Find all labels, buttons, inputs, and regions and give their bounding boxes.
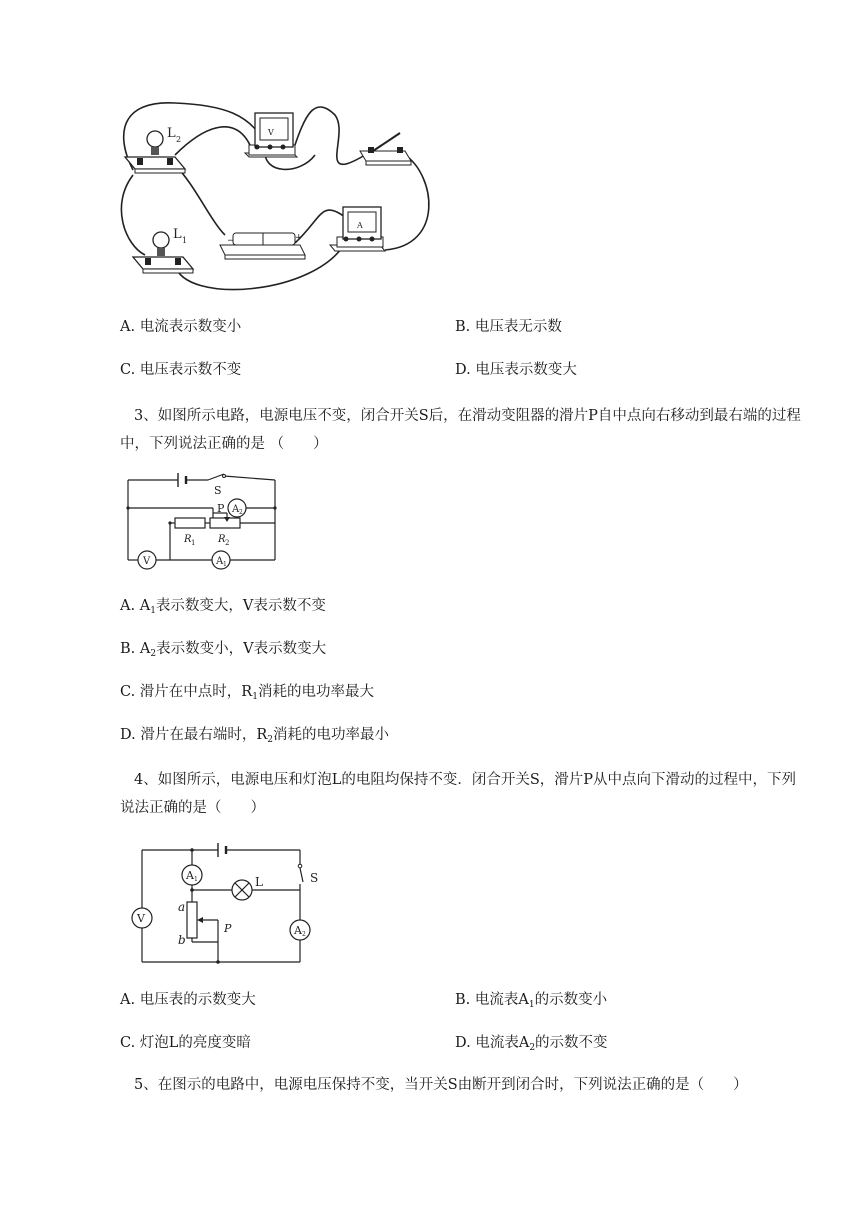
svg-text:R: R <box>218 534 226 545</box>
knife-switch <box>360 133 411 165</box>
q3-option-b[interactable]: B. $A_2$表示数变小，V表示数变大 <box>120 641 327 659</box>
ammeter-glyph: A <box>357 221 363 230</box>
q3-stem: 3、如图所示电路，电源电压不变，闭合开关S后，在滑动变阻器的滑片P自中点向右移动到最右端的过程中，下列说法正确的是 （ ） <box>120 408 801 452</box>
svg-text:P: P <box>217 502 225 515</box>
q3-circuit-figure <box>120 470 285 575</box>
q4-option-a[interactable]: A. 电压表的示数变大 <box>120 992 256 1008</box>
q3-option-a[interactable]: A. $A_1$表示数变大，V表示数不变 <box>120 598 326 616</box>
svg-text:A: A <box>216 556 224 567</box>
svg-text:2: 2 <box>225 539 230 547</box>
svg-text:−: − <box>227 236 235 246</box>
svg-text:1: 1 <box>191 539 196 547</box>
svg-text:2: 2 <box>176 135 182 144</box>
svg-text:1: 1 <box>223 561 227 568</box>
svg-text:1: 1 <box>194 876 198 883</box>
svg-text:+: + <box>295 233 303 243</box>
svg-text:a: a <box>178 900 186 914</box>
q2-option-a[interactable]: A. 电流表示数变小 <box>120 319 242 335</box>
svg-text:V: V <box>143 556 151 567</box>
svg-text:A: A <box>232 504 240 515</box>
bulb-l2 <box>125 126 185 173</box>
q4-stem: 4、如图所示，电源电压和灯泡L的电阻均保持不变．闭合开关S，滑片P从中点向下滑动的过程中，下列说法正确的是（ ） <box>120 772 797 816</box>
q4-circuit-figure <box>120 840 320 970</box>
svg-text:R: R <box>184 534 192 545</box>
bulb-l1 <box>133 227 193 273</box>
svg-text:P: P <box>224 922 232 935</box>
svg-text:b: b <box>178 933 186 947</box>
svg-text:1: 1 <box>182 236 188 245</box>
q2-option-c[interactable]: C. 电压表示数不变 <box>120 362 242 378</box>
svg-text:S: S <box>310 871 319 885</box>
voltmeter-glyph: V <box>268 128 274 137</box>
l1-label: L <box>173 227 182 242</box>
physical-circuit-figure <box>115 95 445 300</box>
svg-text:2: 2 <box>239 509 243 516</box>
q4-option-d[interactable]: D. 电流表$A_2$的示数不变 <box>455 1035 608 1053</box>
q3-option-c[interactable]: C. 滑片在中点时，$R_1$消耗的电功率最大 <box>120 684 374 702</box>
q2-option-d[interactable]: D. 电压表示数变大 <box>455 362 577 378</box>
l2-label: L <box>167 126 176 141</box>
battery-box <box>220 233 305 259</box>
voltmeter-device <box>245 113 297 157</box>
svg-text:V: V <box>137 912 145 925</box>
svg-text:L: L <box>255 875 263 889</box>
q5-stem: 5、在图示的电路中，电源电压保持不变，当开关S由断开到闭合时，下列说法正确的是（ ） <box>134 1077 748 1093</box>
q3-option-d[interactable]: D. 滑片在最右端时，$R_2$消耗的电功率最小 <box>120 727 389 745</box>
svg-text:2: 2 <box>302 931 306 938</box>
q4-option-c[interactable]: C. 灯泡L的亮度变暗 <box>120 1035 251 1051</box>
svg-text:A: A <box>186 869 194 882</box>
q2-option-b[interactable]: B. 电压表无示数 <box>455 319 562 335</box>
svg-text:S: S <box>214 484 222 497</box>
q4-option-b[interactable]: B. 电流表$A_1$的示数变小 <box>455 992 608 1010</box>
svg-text:A: A <box>294 924 302 937</box>
